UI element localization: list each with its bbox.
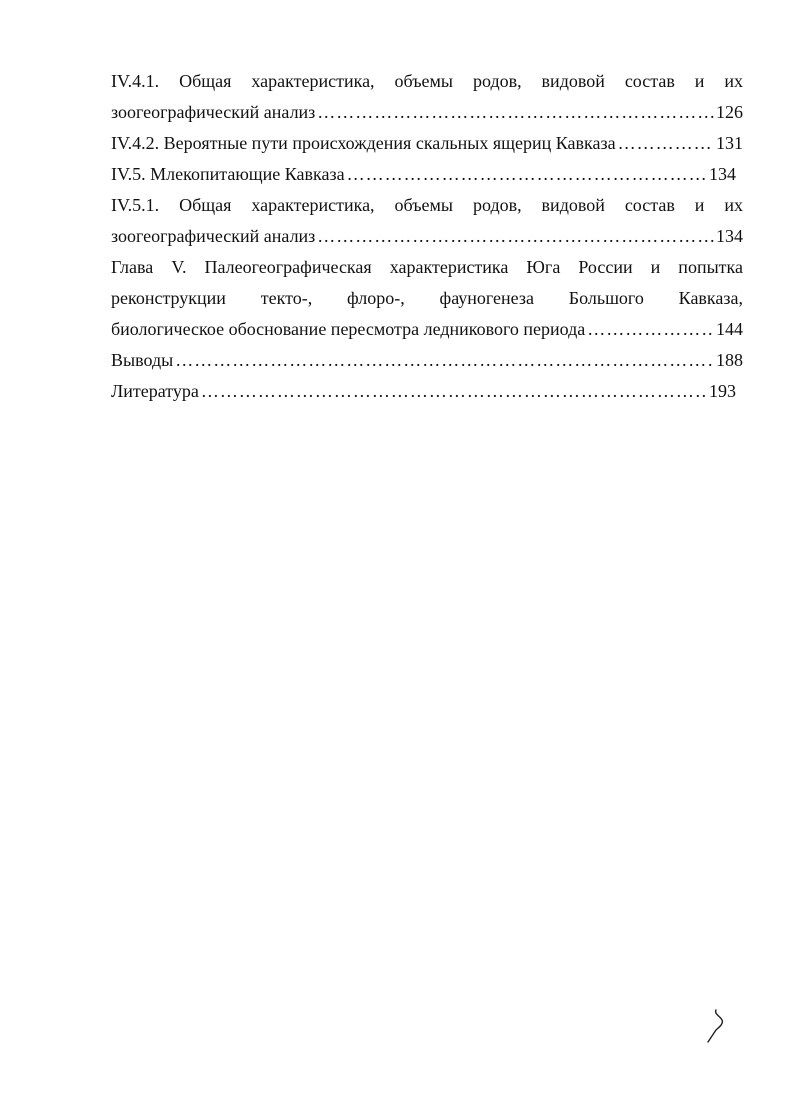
toc-entry-title: IV.4.2. Вероятные пути происхождения скальных ящериц Кавказа xyxy=(111,133,616,153)
toc-entry-literature xyxy=(111,376,736,407)
dot-leader xyxy=(317,221,714,252)
toc-page-number: 131 xyxy=(716,133,743,153)
toc-page-number: 134 xyxy=(709,164,736,184)
toc-entry-iv-4-1-line2 xyxy=(111,97,743,128)
toc-entry-iv-4-1-line1: IV.4.1. Общая характеристика, объемы родов, видовой состав и их xyxy=(111,71,743,91)
dot-leader xyxy=(201,376,707,407)
toc-entry-chapter-v-line1: Глава V. Палеогеографическая характеристика Юга России и попытка xyxy=(111,257,743,277)
toc-page-number: 134 xyxy=(716,226,743,246)
table-of-contents xyxy=(111,66,743,407)
dot-leader xyxy=(317,97,714,128)
toc-entry-title: зоогеографический анализ xyxy=(111,226,316,246)
toc-page-number: 193 xyxy=(709,381,736,401)
toc-entry-chapter-v-line2: реконструкции текто-, флоро-, фауногенеза Большого Кавказа, xyxy=(111,288,743,308)
toc-page-number: 126 xyxy=(716,102,743,122)
toc-entry-title: биологическое обоснование пересмотра ледникового периода xyxy=(111,319,586,339)
dot-leader xyxy=(618,128,714,159)
toc-entry-chapter-v-line3 xyxy=(111,314,743,345)
toc-entry-conclusions xyxy=(111,345,743,376)
dot-leader xyxy=(587,314,714,345)
toc-entry-iv-5-1-line2 xyxy=(111,221,743,252)
toc-page-number: 188 xyxy=(716,350,743,370)
toc-entry-title: Выводы xyxy=(111,350,174,370)
handwritten-signature-icon xyxy=(704,1008,734,1046)
dot-leader xyxy=(347,159,707,190)
toc-entry-iv-5 xyxy=(111,159,736,190)
toc-entry-title: Литература xyxy=(111,381,199,401)
toc-entry-title: IV.5. Млекопитающие Кавказа xyxy=(111,164,345,184)
toc-page-number: 144 xyxy=(716,319,743,339)
dot-leader xyxy=(175,345,714,376)
toc-entry-iv-4-2 xyxy=(111,128,743,159)
toc-entry-title: зоогеографический анализ xyxy=(111,102,316,122)
toc-entry-iv-5-1-line1: IV.5.1. Общая характеристика, объемы родов, видовой состав и их xyxy=(111,195,743,215)
